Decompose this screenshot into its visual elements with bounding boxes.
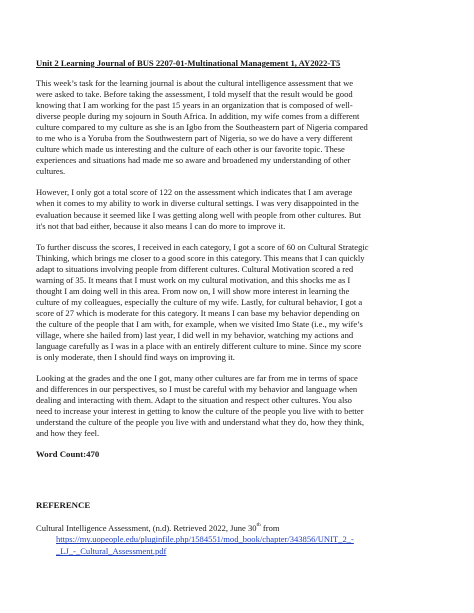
paragraph-1 <box>36 78 438 177</box>
paragraph-line: the culture of the people that I am with, for example, when we visited Imo State (i.e., my wife’s <box>36 318 363 329</box>
paragraph-line: adapt to situations involving people from different cultures. Cultural Motivation scored a red <box>36 263 354 274</box>
paragraph-line: Looking at the grades and the one I got, many other cultures are far from me in terms of space <box>36 373 358 384</box>
paragraph-line: understand the culture of the people you live with and understand what they do, how they think, <box>36 417 365 428</box>
paragraph-line: and how they feel. <box>36 428 100 439</box>
reference-url-line <box>36 546 438 557</box>
paragraph-line: need to increase your interest in getting to know the culture of the people you live with to better <box>36 406 364 417</box>
reference-link-continued[interactable]: _LJ_-_Cultural_Assessment.pdf <box>56 545 167 556</box>
paragraph-line: were asked to take. Before taking the assessment, I told myself that the result would be good <box>36 89 353 100</box>
paragraph-3 <box>36 242 438 364</box>
paragraph-line: when it comes to my ability to work in diverse cultural settings. I was very disappointed in the <box>36 198 359 209</box>
citation-superscript: th <box>256 522 261 529</box>
paragraph-2 <box>36 187 438 231</box>
paragraph-line: thought I am doing well in this area. From now on, I will show more interest in learning the <box>36 285 350 296</box>
paragraph-4 <box>36 373 438 439</box>
paragraph-line: Thinking, which brings me closer to a good score in this category. This means that I can quickly <box>36 252 365 263</box>
paragraph-line: culture of my colleagues, especially the culture of my wife. Lastly, for cultural behavior, I got a <box>36 296 363 307</box>
paragraph-line: cultures. <box>36 166 66 177</box>
reference-heading: REFERENCE <box>36 500 91 511</box>
paragraph-line: diverse people during my sojourn in South Africa. In addition, my wife comes from a different <box>36 111 360 122</box>
paragraph-line: language carefully as I was in a place with an entirely different culture to mine. Since my score <box>36 341 362 352</box>
paragraph-line: evaluation because it seemed like I was getting along well with people from other cultures. But <box>36 209 362 220</box>
paragraph-line: This week’s task for the learning journal is about the cultural intelligence assessment that we <box>36 78 354 88</box>
reference-entry <box>36 523 438 556</box>
paragraph-line: village, where she hailed from) last year, I did well in my behavior, watching my actions and <box>36 329 354 340</box>
paragraph-line: score of 27 which is moderate for this category. It means I can base my behavior depending on <box>36 307 360 318</box>
paragraph-line: is only moderate, then I should find ways on improving it. <box>36 352 235 363</box>
paragraph-line: culture which made us interesting and the culture of each other is our favorite topic. These <box>36 144 345 155</box>
paragraph-line: to me who is a Yoruba from the Southwestern part of Nigeria, so we do have a very different <box>36 133 353 144</box>
paragraph-line: knowing that I am working for the past 15 years in an organization that is composed of well- <box>36 100 353 111</box>
word-count: Word Count:470 <box>36 449 100 460</box>
paragraph-line: warning of 35. It means that I must work on my cultural motivation, and this shocks me as I <box>36 274 351 285</box>
reference-citation <box>36 523 438 534</box>
paragraph-line: dealing and interacting with them. Adapt to the situation and respect other cultures. You also <box>36 395 352 406</box>
paragraph-line: culture compared to my culture as she is an Igbo from the Southeastern part of Nigeria compared <box>36 122 368 133</box>
reference-url-line <box>36 534 438 545</box>
paragraph-line: it's not that bad either, because it also means I can do more to improve it. <box>36 220 286 231</box>
citation-prefix: Cultural Intelligence Assessment, (n.d). Retrieved 2022, June 30 <box>36 523 257 534</box>
paragraph-line: experiences and situations had made me so aware and broadened my understanding of other <box>36 155 351 166</box>
paragraph-line: However, I only got a total score of 122 on the assessment which indicates that I am average <box>36 187 353 198</box>
document-title: Unit 2 Learning Journal of BUS 2207-01-Multinational Management 1, AY2022-T5 <box>36 58 341 68</box>
paragraph-line: To further discuss the scores, I received in each category, I got a score of 60 on Cultural Strategic <box>36 241 369 252</box>
reference-link[interactable]: https://my.uopeople.edu/pluginfile.php/1584551/mod_book/chapter/343856/UNIT_2_- <box>56 534 354 545</box>
paragraph-line: and differences in our perspectives, so I must be careful with my behavior and language when <box>36 384 358 395</box>
citation-suffix: from <box>260 523 280 534</box>
